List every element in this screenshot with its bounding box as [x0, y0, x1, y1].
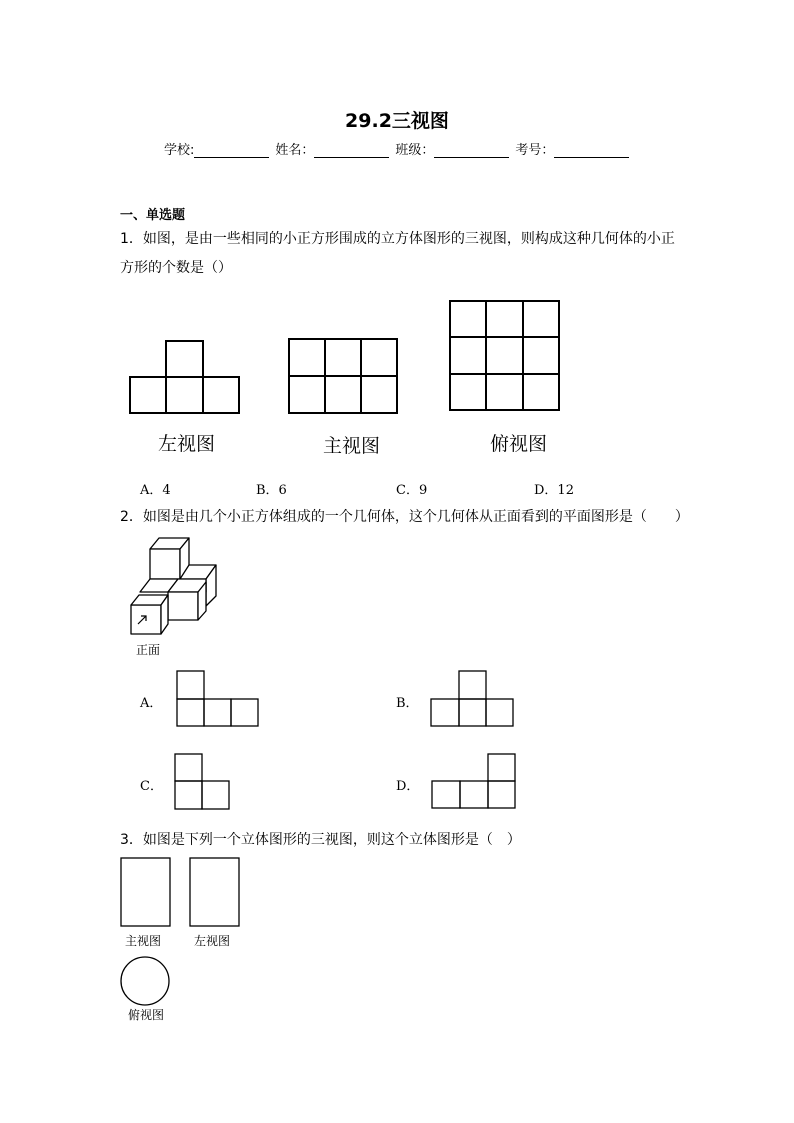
section-heading: 一、单选题	[120, 208, 186, 223]
q3-label-top-view: 俯视图	[128, 1008, 165, 1022]
q2-option-a[interactable]: A．	[140, 696, 163, 711]
q3-label-main-view: 主视图	[125, 934, 162, 948]
number-label: 考号：	[515, 143, 555, 158]
page-title: 29.2三视图	[345, 110, 449, 132]
class-label: 班级：	[395, 143, 435, 158]
q1-option-b[interactable]: B．6	[256, 483, 287, 498]
q2-option-c[interactable]: C．	[140, 779, 163, 794]
q2-option-b[interactable]: B．	[396, 696, 419, 711]
q1-label-main-view: 主视图	[323, 435, 381, 457]
q1-text-line2: 方形的个数是（）	[120, 260, 232, 276]
q2-text: 2．如图是由几个小正方体组成的一个几何体，这个几何体从正面看到的平面图形是（ ）	[120, 509, 689, 525]
q2-front-label: 正面	[136, 643, 161, 657]
q3-text: 3．如图是下列一个立体图形的三视图，则这个立体图形是（ ）	[120, 832, 521, 848]
q1-label-left-view: 左视图	[158, 433, 216, 455]
q2-option-d[interactable]: D．	[396, 779, 420, 794]
school-label: 学校:	[164, 143, 195, 158]
q1-option-a[interactable]: A．4	[140, 483, 171, 498]
q1-label-top-view: 俯视图	[490, 433, 548, 455]
name-label: 姓名：	[275, 143, 315, 158]
q1-text-line1: 1．如图，是由一些相同的小正方形围成的立方体图形的三视图，则构成这种几何体的小正	[120, 231, 675, 247]
q3-label-left-view: 左视图	[194, 934, 231, 948]
q1-option-d[interactable]: D．12	[534, 483, 574, 498]
q1-option-c[interactable]: C．9	[396, 483, 428, 498]
